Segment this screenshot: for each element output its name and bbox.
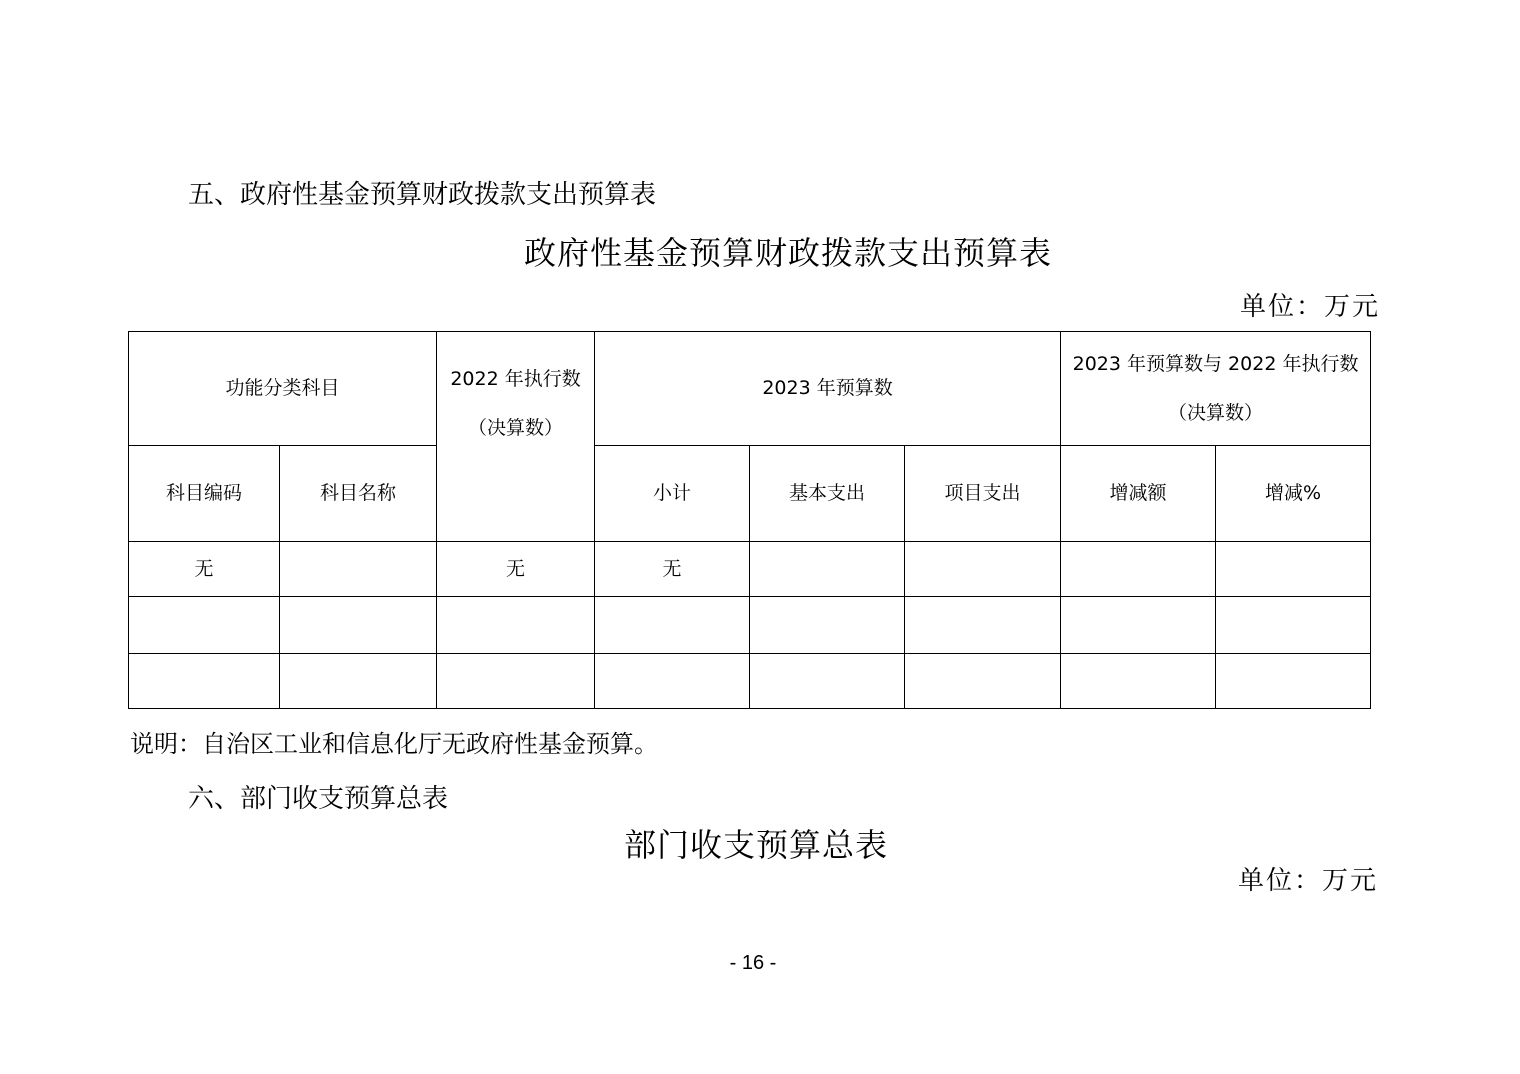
section6-unit-label: 单位：万元 bbox=[1237, 866, 1378, 896]
header-exec-2022-line2: （决算数） bbox=[468, 416, 564, 439]
header-compare-line1: 2023 年预算数与 2022 年执行数 bbox=[1072, 352, 1359, 375]
table-cell bbox=[1216, 597, 1371, 654]
header-functional-category: 功能分类科目 bbox=[129, 332, 437, 446]
section5-note: 说明：自治区工业和信息化厅无政府性基金预算。 bbox=[130, 730, 658, 758]
table-cell bbox=[595, 654, 750, 709]
table-cell bbox=[905, 542, 1061, 597]
table-cell bbox=[1061, 654, 1216, 709]
table-cell: 无 bbox=[437, 542, 595, 597]
table-cell bbox=[129, 597, 280, 654]
table-cell bbox=[1061, 542, 1216, 597]
table-cell: 无 bbox=[129, 542, 280, 597]
table-cell bbox=[437, 597, 595, 654]
table-row bbox=[129, 654, 1371, 709]
table-cell bbox=[1216, 542, 1371, 597]
table-cell bbox=[1216, 654, 1371, 709]
header-basic-expense: 基本支出 bbox=[750, 446, 905, 542]
section6-table-title: 部门收支预算总表 bbox=[623, 826, 888, 864]
section6-heading: 六、部门收支预算总表 bbox=[188, 784, 449, 814]
table-cell bbox=[1061, 597, 1216, 654]
header-project-expense: 项目支出 bbox=[905, 446, 1061, 542]
header-budget-2023: 2023 年预算数 bbox=[595, 332, 1061, 446]
header-exec-2022 bbox=[437, 332, 595, 542]
table-cell bbox=[129, 654, 280, 709]
table-row bbox=[129, 542, 1371, 597]
table-cell bbox=[280, 654, 437, 709]
table-cell bbox=[280, 597, 437, 654]
section5-table-title: 政府性基金预算财政拨款支出预算表 bbox=[523, 234, 1052, 272]
header-change-percent: 增减% bbox=[1216, 446, 1371, 542]
section5-unit-label: 单位：万元 bbox=[1239, 292, 1380, 322]
table-cell bbox=[905, 654, 1061, 709]
header-subject-name: 科目名称 bbox=[280, 446, 437, 542]
table-cell: 无 bbox=[595, 542, 750, 597]
table-cell bbox=[437, 654, 595, 709]
table-cell bbox=[750, 597, 905, 654]
section5-heading: 五、政府性基金预算财政拨款支出预算表 bbox=[188, 180, 657, 210]
table-cell bbox=[750, 542, 905, 597]
header-change-amount: 增减额 bbox=[1061, 446, 1216, 542]
table-cell bbox=[280, 542, 437, 597]
government-fund-budget-table bbox=[128, 331, 1371, 709]
table-cell bbox=[595, 597, 750, 654]
table-cell bbox=[905, 597, 1061, 654]
table-cell bbox=[750, 654, 905, 709]
table-header-row-1 bbox=[129, 332, 1371, 446]
header-exec-2022-line1: 2022 年执行数 bbox=[450, 368, 581, 390]
header-subtotal: 小计 bbox=[595, 446, 750, 542]
header-compare bbox=[1061, 332, 1371, 446]
page-number: - 16 - bbox=[729, 952, 777, 974]
table-row bbox=[129, 597, 1371, 654]
header-subject-code: 科目编码 bbox=[129, 446, 280, 542]
header-compare-line2: （决算数） bbox=[1168, 401, 1264, 424]
table-header-row-2 bbox=[129, 446, 1371, 542]
